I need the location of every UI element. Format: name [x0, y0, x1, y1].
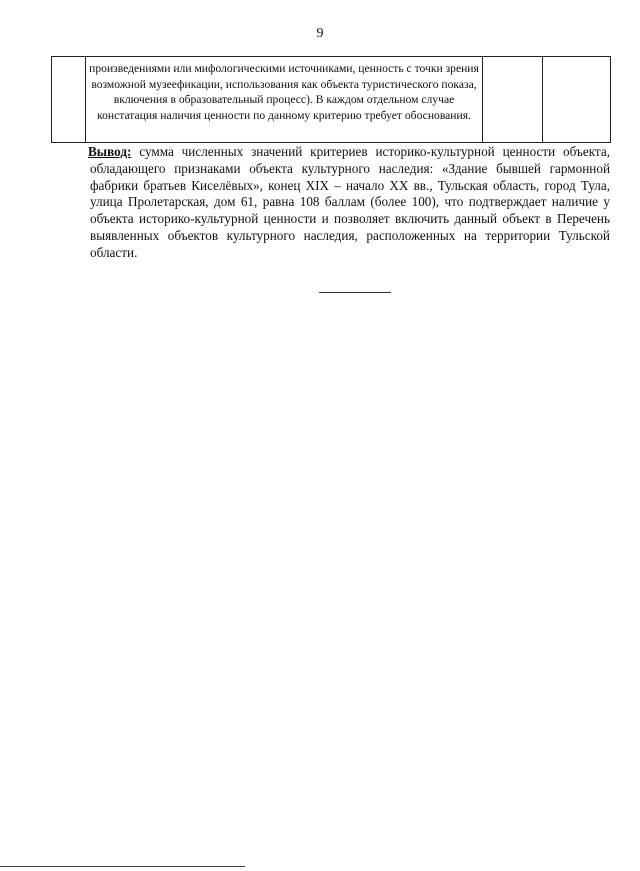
end-of-document-rule [319, 292, 391, 293]
table-cell-number [52, 57, 86, 143]
conclusion-label: Вывод: [88, 144, 132, 159]
table-cell-note [543, 57, 611, 143]
table-cell-criterion-description: произведениями или мифологическими источниками, ценность с точки зрения возможной музеефикации, использования как объекта туристического показа, включения в образовательный процесс). В каждом отдельном случае констатация наличия ценности по данному критерию требует обоснования. [86, 57, 483, 143]
page-bottom-line [0, 866, 245, 867]
conclusion-paragraph [90, 144, 610, 262]
conclusion-text: сумма численных значений критериев историко-культурной ценности объекта, обладающего признаками объекта культурного наследия: «Здание бывшей гармонной фабрики братьев Киселёвых», конец XIX – начало XX вв., Тульская область, город Тула, улица Пролетарская, дом 61, равна 108 баллам (более 100), что подтверждает наличие у объекта историко-культурной ценности и позволяет включить данный объект в Перечень выявленных объектов культурного наследия, расположенных на территории Тульской области. [90, 144, 611, 260]
table-cell-score [483, 57, 543, 143]
page-number: 9 [316, 26, 324, 41]
criteria-table-continuation [51, 56, 611, 143]
table-row [52, 57, 611, 143]
